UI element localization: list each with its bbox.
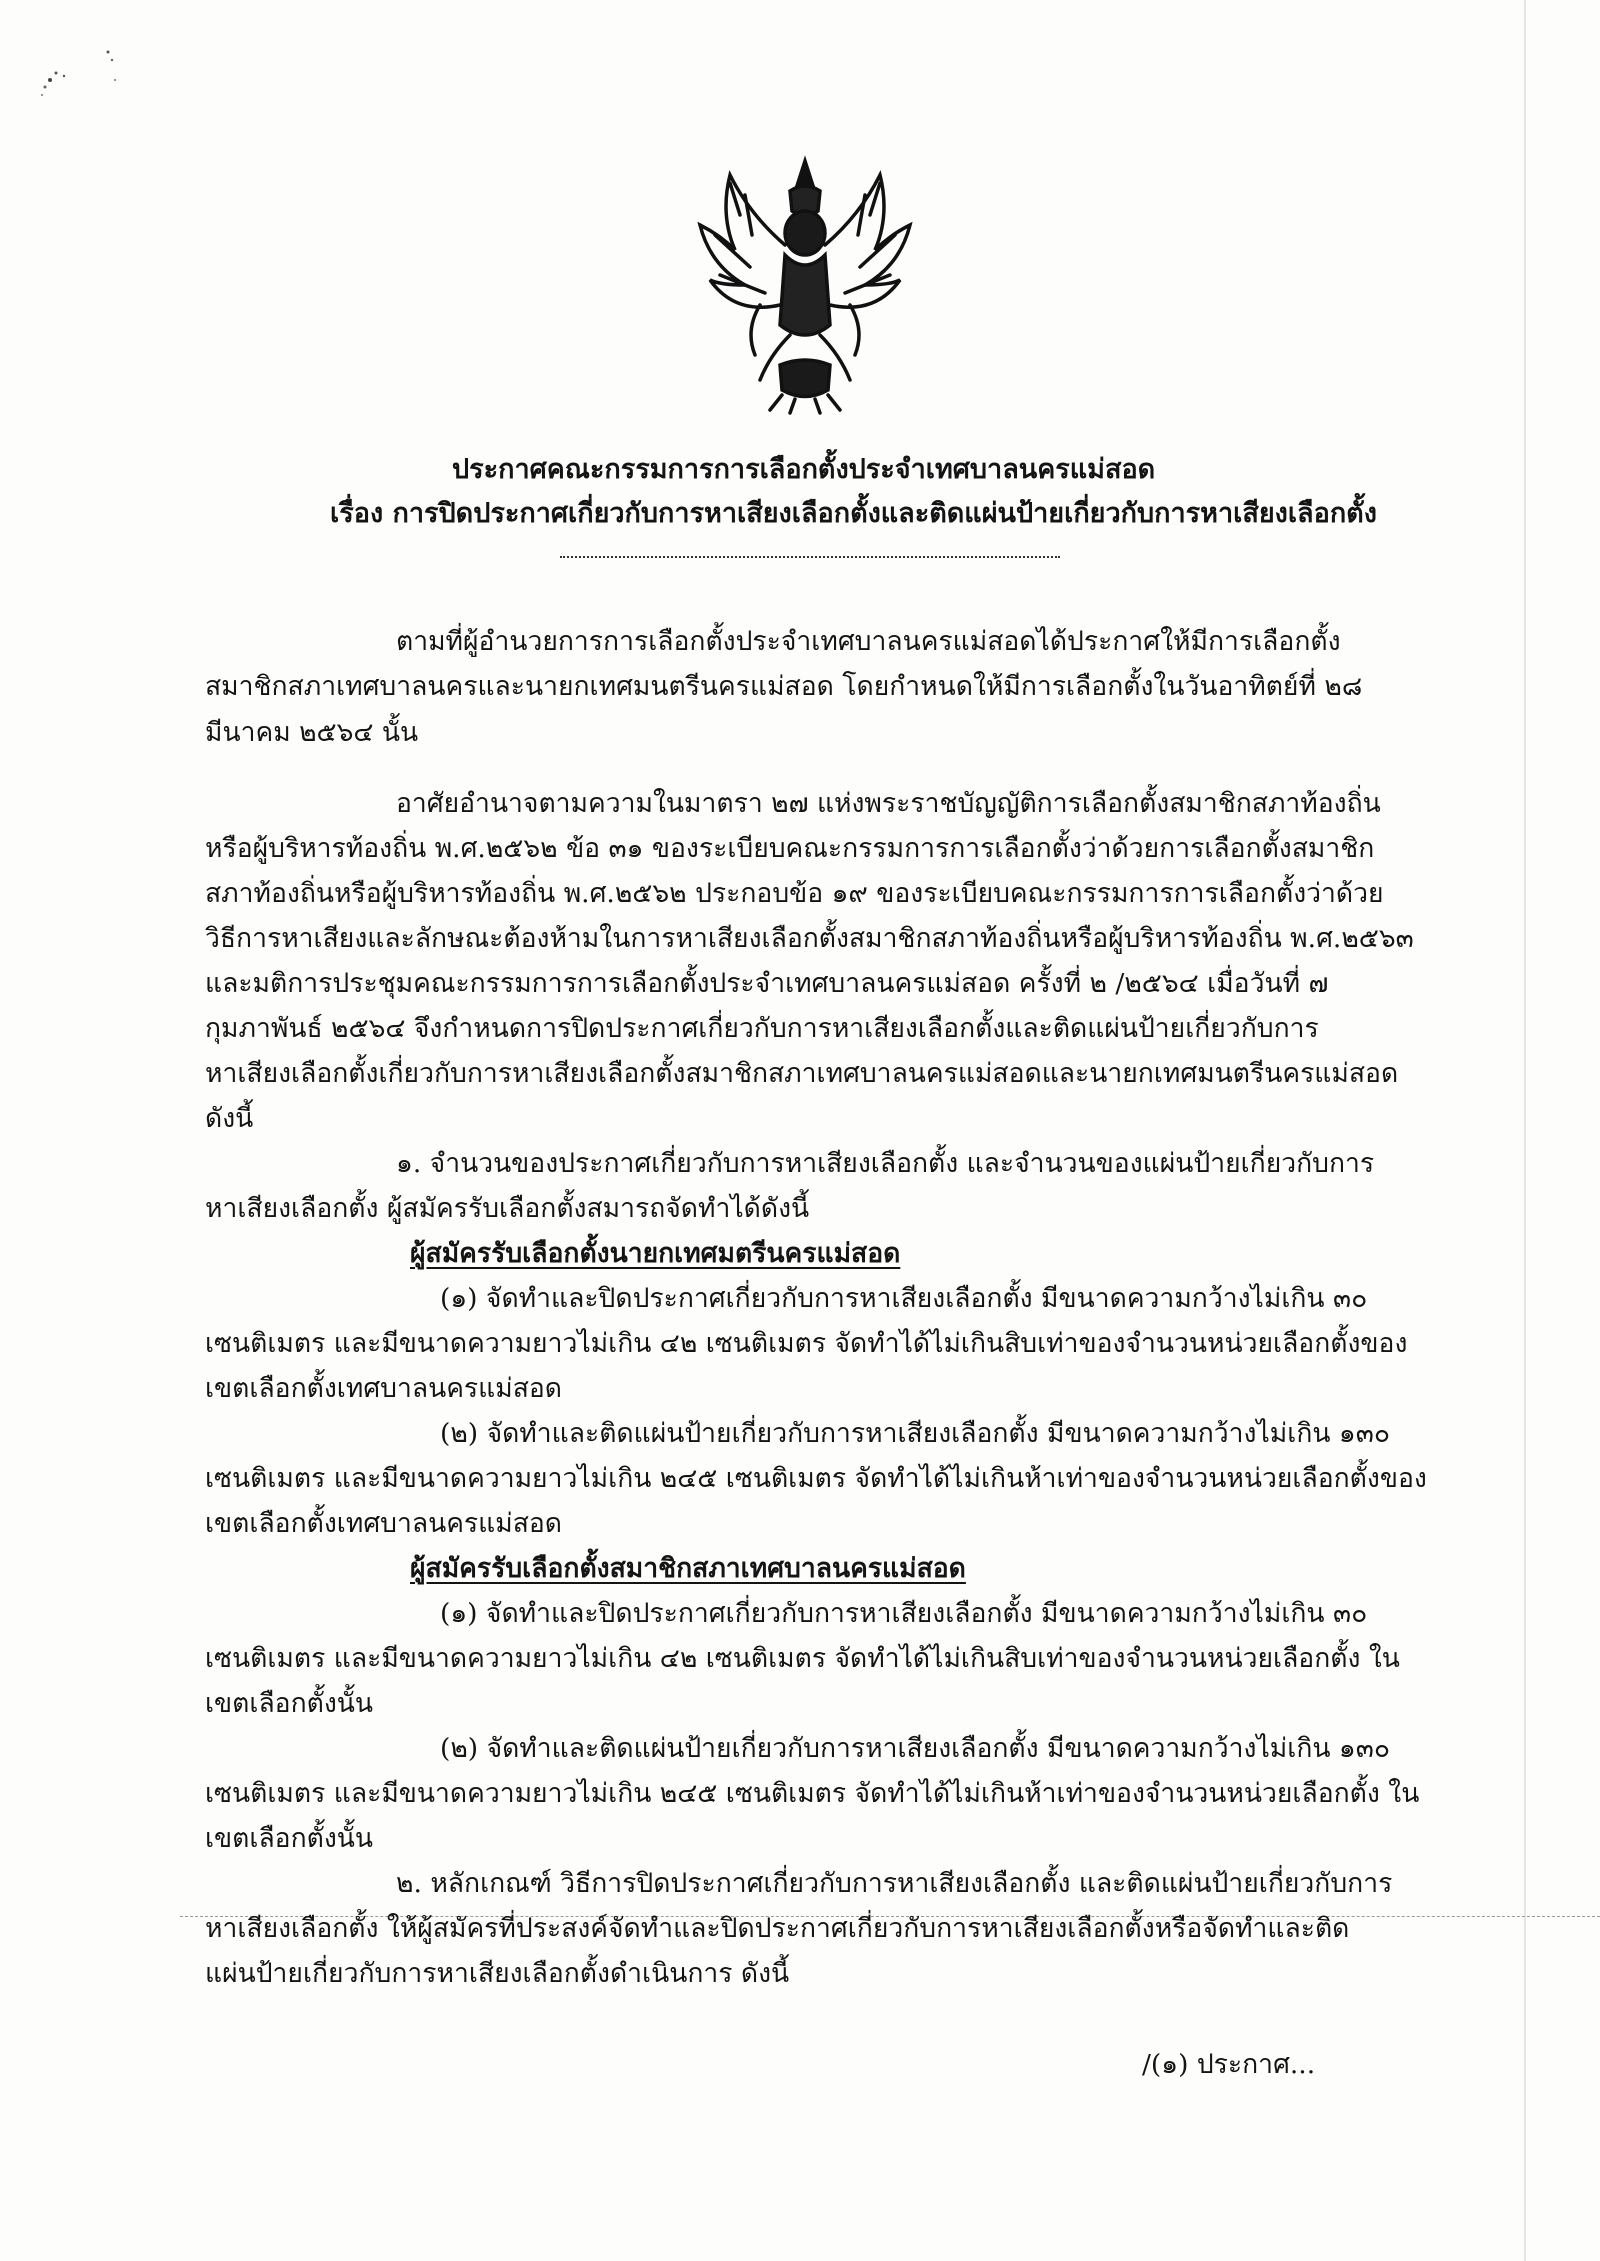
body-line: เซนติเมตร และมีขนาดความยาวไม่เกิน ๒๔๕ เซนติเมตร จัดทำได้ไม่เกินห้าเท่าของจำนวนหน่วยเลือกตั้ง ใน — [205, 1778, 1420, 1809]
body-line: ๒. หลักเกณฑ์ วิธีการปิดประกาศเกี่ยวกับการหาเสียงเลือกตั้ง และติดแผ่นป้ายเกี่ยวกับการ — [396, 1868, 1393, 1899]
body-line: หาเสียงเลือกตั้ง ให้ผู้สมัครที่ประสงค์จัดทำและปิดประกาศเกี่ยวกับการหาเสียงเลือกตั้งหรือจัดทำและติด — [205, 1913, 1350, 1944]
body-line: สภาท้องถิ่นหรือผู้บริหารท้องถิ่น พ.ศ.๒๕๖๒ ประกอบข้อ ๑๙ ของระเบียบคณะกรรมการการเลือกตั้งว่าด้วย — [205, 878, 1384, 909]
body-line: หาเสียงเลือกตั้ง ผู้สมัครรับเลือกตั้งสมารถจัดทำได้ดังนี้ — [205, 1193, 810, 1224]
body-line: อาศัยอำนาจตามความในมาตรา ๒๗ แห่งพระราชบัญญัติการเลือกตั้งสมาชิกสภาท้องถิ่น — [396, 788, 1381, 819]
body-line: ตามที่ผู้อำนวยการการเลือกตั้งประจำเทศบาลนครแม่สอดได้ประกาศให้มีการเลือกตั้ง — [396, 626, 1341, 657]
body-line: เซนติเมตร และมีขนาดความยาวไม่เกิน ๔๒ เซนติเมตร จัดทำได้ไม่เกินสิบเท่าของจำนวนหน่วยเลือกตั้ง ใน — [205, 1643, 1400, 1674]
body-line: เขตเลือกตั้งเทศบาลนครแม่สอด — [205, 1373, 562, 1404]
body-line: (๒) จัดทำและติดแผ่นป้ายเกี่ยวกับการหาเสียงเลือกตั้ง มีขนาดความกว้างไม่เกิน ๑๓๐ — [440, 1418, 1391, 1449]
body-line: แผ่นป้ายเกี่ยวกับการหาเสียงเลือกตั้งดำเนินการ ดังนี้ — [205, 1958, 790, 1989]
section-heading-council: ผู้สมัครรับเลือกตั้งสมาชิกสภาเทศบาลนครแม่สอด — [410, 1553, 966, 1584]
scan-specks — [30, 40, 130, 110]
body-line: เขตเลือกตั้งเทศบาลนครแม่สอด — [205, 1508, 562, 1539]
body-line: กุมภาพันธ์ ๒๕๖๔ จึงกำหนดการปิดประกาศเกี่ยวกับการหาเสียงเลือกตั้งและติดแผ่นป้ายเกี่ยวกับการ — [205, 1013, 1319, 1044]
announcement-subject: เรื่อง การปิดประกาศเกี่ยวกับการหาเสียงเลือกตั้งและติดแผ่นป้ายเกี่ยวกับการหาเสียงเลือกตั้ง — [330, 498, 1377, 529]
page-continuation: /(๑) ประกาศ... — [1142, 2049, 1316, 2080]
body-line: เซนติเมตร และมีขนาดความยาวไม่เกิน ๔๒ เซนติเมตร จัดทำได้ไม่เกินสิบเท่าของจำนวนหน่วยเลือกตั้งของ — [205, 1328, 1408, 1359]
title-separator — [560, 556, 1060, 558]
body-line: หรือผู้บริหารท้องถิ่น พ.ศ.๒๕๖๒ ข้อ ๓๑ ของระเบียบคณะกรรมการการเลือกตั้งว่าด้วยการเลือกตั้งสมาชิก — [205, 833, 1375, 864]
body-line: หาเสียงเลือกตั้งเกี่ยวกับการหาเสียงเลือกตั้งสมาชิกสภาเทศบาลนครแม่สอดและนายกเทศมนตรีนครแม่สอด — [205, 1058, 1399, 1089]
body-line: เขตเลือกตั้งนั้น — [205, 1688, 374, 1719]
body-line: เขตเลือกตั้งนั้น — [205, 1823, 374, 1854]
page-edge-divider — [1524, 0, 1526, 2261]
garuda-emblem — [690, 155, 920, 415]
body-line: สมาชิกสภาเทศบาลนครและนายกเทศมนตรีนครแม่สอด โดยกำหนดให้มีการเลือกตั้งในวันอาทิตย์ที่ ๒๘ — [205, 671, 1363, 702]
announcement-title: ประกาศคณะกรรมการการเลือกตั้งประจำเทศบาลนครแม่สอด — [452, 454, 1156, 485]
body-line: และมติการประชุมคณะกรรมการการเลือกตั้งประจำเทศบาลนครแม่สอด ครั้งที่ ๒ /๒๕๖๔ เมื่อวันที่ ๗ — [205, 968, 1329, 999]
body-line: (๑) จัดทำและปิดประกาศเกี่ยวกับการหาเสียงเลือกตั้ง มีขนาดความกว้างไม่เกิน ๓๐ — [440, 1598, 1368, 1629]
body-line: มีนาคม ๒๕๖๔ นั้น — [205, 717, 419, 748]
body-line: ดังนี้ — [205, 1103, 254, 1134]
body-line: (๒) จัดทำและติดแผ่นป้ายเกี่ยวกับการหาเสียงเลือกตั้ง มีขนาดความกว้างไม่เกิน ๑๓๐ — [440, 1733, 1391, 1764]
body-line: เซนติเมตร และมีขนาดความยาวไม่เกิน ๒๔๕ เซนติเมตร จัดทำได้ไม่เกินห้าเท่าของจำนวนหน่วยเลือกตั้งของ — [205, 1463, 1427, 1494]
body-line: วิธีการหาเสียงและลักษณะต้องห้ามในการหาเสียงเลือกตั้งสมาชิกสภาท้องถิ่นหรือผู้บริหารท้องถิ่น พ.ศ.๒๕๖๓ — [205, 923, 1414, 954]
body-line: (๑) จัดทำและปิดประกาศเกี่ยวกับการหาเสียงเลือกตั้ง มีขนาดความกว้างไม่เกิน ๓๐ — [440, 1283, 1368, 1314]
body-line: ๑. จำนวนของประกาศเกี่ยวกับการหาเสียงเลือกตั้ง และจำนวนของแผ่นป้ายเกี่ยวกับการ — [396, 1148, 1375, 1179]
section-heading-mayor: ผู้สมัครรับเลือกตั้งนายกเทศมตรีนครแม่สอด — [410, 1238, 901, 1269]
